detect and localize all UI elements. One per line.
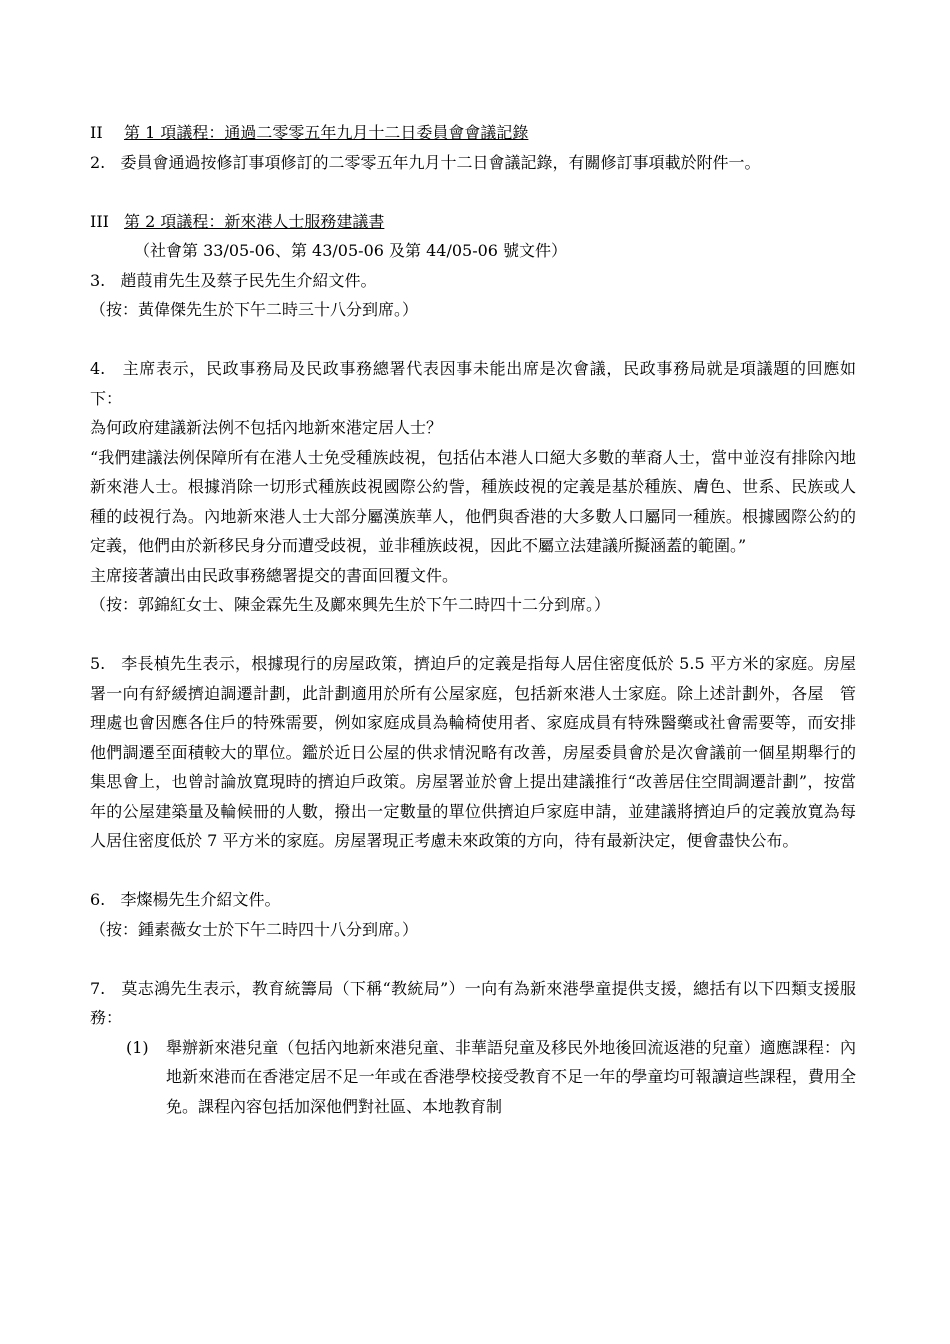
paragraph-7: 7. 莫志鴻先生表示，教育統籌局（下稱“教統局”）一向有為新來港學童提供支援，總括有以下四類支援服務： — [90, 978, 856, 1027]
list-number: (1) — [126, 1037, 149, 1057]
paragraph-4: 4. 主席表示，民政事務局及民政事務總署代表因事未能出席是次會議，民政事務局就是項議題的回應如下： — [90, 359, 856, 408]
chair-line: 主席接著讀出由民政事務總署提交的書面回覆文件。 — [90, 565, 459, 585]
agenda-heading-2 — [90, 207, 856, 237]
agenda-number: III — [90, 211, 109, 231]
attendance-note-3: （按：鍾素薇女士於下午二時四十八分到席。） — [90, 919, 419, 939]
spacer — [90, 856, 856, 886]
question-line: 為何政府建議新法例不包括內地新來港定居人士？ — [90, 418, 443, 437]
spacer — [90, 177, 856, 207]
paragraph-6: 6. 李燦楊先生介紹文件。 — [90, 890, 281, 909]
paragraph-2: 2. 委員會通過按修訂事項修訂的二零零五年九月十二日會議記錄，有關修訂事項載於附件一。 — [90, 152, 761, 172]
agenda-title: 第 1 項議程：通過二零零五年九月十二日委員會會議記錄 — [124, 123, 529, 142]
paragraph-5: 5. 李長楨先生表示，根據現行的房屋政策，擠迫戶的定義是指每人居住密度低於 5.5 平方米的家庭。房屋署一向有紓緩擠迫調遷計劃，此計劃適用於所有公屋家庭，包括新來港人士家庭。除上述計劃外，各屋 管理處也會因應各住戶的特殊需要，例如家庭成員為輪椅使用者、家庭成員有特殊醫藥或社會需要等，而安排他們調遷至面積較大的單位。鑑於近日公屋的供求情況略有改善，房屋委員會於是次會議前一個星期舉行的集思會上，也曾討論放寬現時的擠迫戶政策。房屋署並於會上提出建議推行“改善居住空間調遷計劃”，按當年的公屋建築量及輪候冊的人數，撥出一定數量的單位供擠迫戶家庭申請，並建議將擠迫戶的定義放寬為每人居住密度低於 7 平方米的家庭。房屋署現正考慮未來政策的方向，待有最新決定，便會盡快公布。 — [90, 654, 856, 850]
quote-block: “我們建議法例保障所有在港人士免受種族歧視，包括佔本港人口絕大多數的華裔人士，當中並沒有排除內地新來港人士。根據消除一切形式種族歧視國際公約訾，種族歧視的定義是基於種族、膚色、世系、民族或人種的歧視行為。內地新來港人士大部分屬漢族華人，他們與香港的大多數人口屬同一種族。根據國際公約的定義，他們由於新移民身分而遭受歧視，並非種族歧視，因此不屬立法建議所擬涵蓋的範圍。” — [90, 447, 856, 555]
document-page — [90, 118, 856, 1121]
agenda-number: II — [90, 123, 103, 142]
attendance-note-1: （按：黃偉傑先生於下午二時三十八分到席。） — [90, 300, 419, 319]
attendance-note-2: （按：郭錦紅女士、陳金霖先生及鄺來興先生於下午二時四十二分到席。） — [90, 595, 611, 614]
spacer — [90, 620, 856, 650]
list-text: 舉辦新來港兒童（包括內地新來港兒童、非華語兒童及移民外地後回流返港的兒童）適應課程：內地新來港而在香港定居不足一年或在香港學校接受教育不足一年的學童均可報讀這些課程，費用全免。課程內容包括加深他們對社區、本地教育制 — [166, 1037, 856, 1116]
agenda-subtitle: （社會第 33/05-06、第 43/05-06 及第 44/05-06 號文件） — [134, 241, 568, 260]
paragraph-3: 3. 趙葭甫先生及蔡子民先生介紹文件。 — [90, 270, 377, 290]
list-item — [90, 1033, 856, 1122]
agenda-title: 第 2 項議程：新來港人士服務建議書 — [124, 211, 385, 231]
spacer — [90, 944, 856, 974]
spacer — [90, 325, 856, 355]
agenda-heading-1 — [90, 118, 856, 148]
